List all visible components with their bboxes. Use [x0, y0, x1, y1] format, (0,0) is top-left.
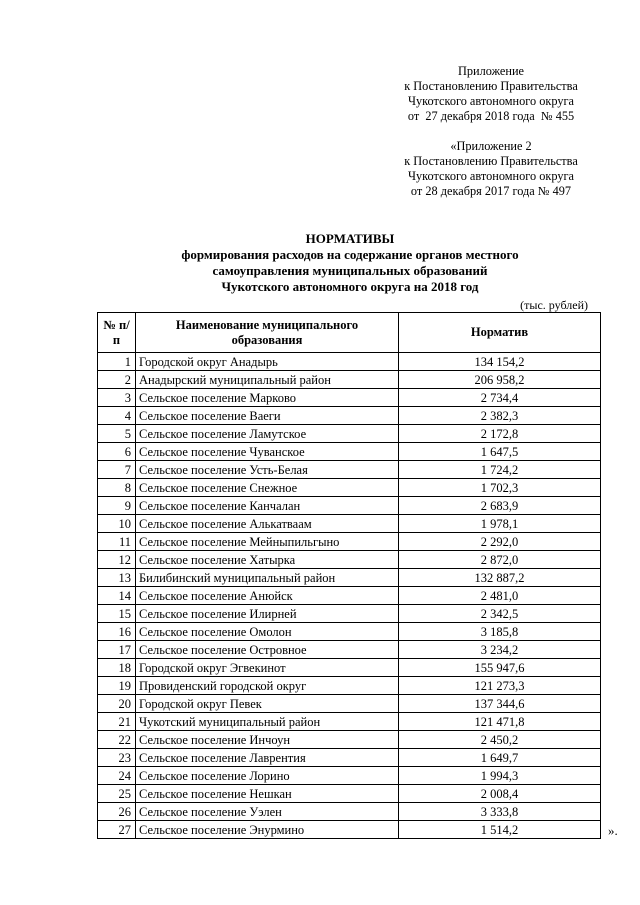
row-number: 27 — [98, 821, 136, 839]
row-name: Сельское поселение Энурмино — [136, 821, 399, 839]
row-value: 132 887,2 — [399, 569, 601, 587]
table-row — [98, 443, 601, 461]
table-row — [98, 623, 601, 641]
row-number: 13 — [98, 569, 136, 587]
row-number: 6 — [98, 443, 136, 461]
row-number: 22 — [98, 731, 136, 749]
table-row — [98, 587, 601, 605]
table-row — [98, 677, 601, 695]
header-line: «Приложение 2 — [450, 139, 532, 153]
row-number: 5 — [98, 425, 136, 443]
row-number: 8 — [98, 479, 136, 497]
row-number: 12 — [98, 551, 136, 569]
appendix2-header — [378, 139, 604, 199]
row-name: Сельское поселение Ваеги — [136, 407, 399, 425]
table-row — [98, 821, 601, 839]
title-line: самоуправления муниципальных образований — [212, 263, 488, 278]
table-row — [98, 371, 601, 389]
row-number: 21 — [98, 713, 136, 731]
row-value: 2 872,0 — [399, 551, 601, 569]
row-value: 206 958,2 — [399, 371, 601, 389]
table-row — [98, 461, 601, 479]
row-number: 26 — [98, 803, 136, 821]
table-row — [98, 569, 601, 587]
row-number: 7 — [98, 461, 136, 479]
row-name: Городской округ Эгвекинот — [136, 659, 399, 677]
row-name: Сельское поселение Уэлен — [136, 803, 399, 821]
table-row — [98, 425, 601, 443]
row-number: 3 — [98, 389, 136, 407]
table-row — [98, 353, 601, 371]
row-value: 137 344,6 — [399, 695, 601, 713]
table-row — [98, 749, 601, 767]
row-name: Сельское поселение Анюйск — [136, 587, 399, 605]
row-name: Сельское поселение Омолон — [136, 623, 399, 641]
row-value: 3 333,8 — [399, 803, 601, 821]
title-line: Чукотского автономного округа на 2018 год — [221, 279, 479, 294]
row-name: Сельское поселение Усть-Белая — [136, 461, 399, 479]
table-row — [98, 713, 601, 731]
row-value: 1 702,3 — [399, 479, 601, 497]
row-number: 25 — [98, 785, 136, 803]
header-line: к Постановлению Правительства — [404, 79, 578, 93]
table-row — [98, 389, 601, 407]
column-header-name: Наименование муниципального образования — [136, 313, 399, 353]
row-number: 20 — [98, 695, 136, 713]
row-name: Сельское поселение Илирней — [136, 605, 399, 623]
row-value: 2 450,2 — [399, 731, 601, 749]
row-number: 18 — [98, 659, 136, 677]
table-row — [98, 785, 601, 803]
row-name: Билибинский муниципальный район — [136, 569, 399, 587]
row-name: Сельское поселение Алькатваам — [136, 515, 399, 533]
row-value: 2 683,9 — [399, 497, 601, 515]
row-name: Чукотский муниципальный район — [136, 713, 399, 731]
closing-quote-mark: ». — [608, 823, 618, 838]
row-name: Сельское поселение Хатырка — [136, 551, 399, 569]
table-row — [98, 407, 601, 425]
title-line: формирования расходов на содержание органов местного — [181, 247, 519, 262]
row-number: 15 — [98, 605, 136, 623]
row-number: 9 — [98, 497, 136, 515]
row-number: 11 — [98, 533, 136, 551]
row-value: 2 008,4 — [399, 785, 601, 803]
row-name: Сельское поселение Островное — [136, 641, 399, 659]
row-name: Сельское поселение Чуванское — [136, 443, 399, 461]
row-name: Сельское поселение Нешкан — [136, 785, 399, 803]
row-value: 2 172,8 — [399, 425, 601, 443]
table-row — [98, 533, 601, 551]
normatives-table — [97, 312, 601, 839]
row-value: 1 994,3 — [399, 767, 601, 785]
row-number: 2 — [98, 371, 136, 389]
header-line: Чукотского автономного округа — [408, 169, 574, 183]
row-name: Провиденский городской округ — [136, 677, 399, 695]
header-line: к Постановлению Правительства — [404, 154, 578, 168]
row-number: 23 — [98, 749, 136, 767]
row-value: 121 471,8 — [399, 713, 601, 731]
row-value: 2 481,0 — [399, 587, 601, 605]
row-value: 134 154,2 — [399, 353, 601, 371]
table-row — [98, 695, 601, 713]
row-number: 16 — [98, 623, 136, 641]
row-number: 1 — [98, 353, 136, 371]
table-row — [98, 515, 601, 533]
row-name: Анадырский муниципальный район — [136, 371, 399, 389]
table-row — [98, 479, 601, 497]
row-value: 1 978,1 — [399, 515, 601, 533]
table-row — [98, 767, 601, 785]
header-line: Чукотского автономного округа — [408, 94, 574, 108]
row-value: 2 292,0 — [399, 533, 601, 551]
row-number: 14 — [98, 587, 136, 605]
row-value: 1 724,2 — [399, 461, 601, 479]
row-value: 2 734,4 — [399, 389, 601, 407]
row-name: Сельское поселение Мейныпильгыно — [136, 533, 399, 551]
column-header-num: № п/п — [98, 313, 136, 353]
row-value: 3 185,8 — [399, 623, 601, 641]
row-value: 1 647,5 — [399, 443, 601, 461]
row-name: Городской округ Анадырь — [136, 353, 399, 371]
header-line: от 27 декабря 2018 года № 455 — [407, 109, 575, 123]
row-value: 155 947,6 — [399, 659, 601, 677]
row-value: 121 273,3 — [399, 677, 601, 695]
row-value: 3 234,2 — [399, 641, 601, 659]
row-number: 17 — [98, 641, 136, 659]
row-name: Сельское поселение Марково — [136, 389, 399, 407]
document-title — [100, 231, 600, 295]
table-body — [98, 353, 601, 839]
table-row — [98, 605, 601, 623]
row-value: 2 342,5 — [399, 605, 601, 623]
table-row — [98, 551, 601, 569]
table-row — [98, 803, 601, 821]
row-value: 2 382,3 — [399, 407, 601, 425]
header-line: Приложение — [458, 64, 524, 78]
table-row — [98, 659, 601, 677]
table-row — [98, 731, 601, 749]
row-value: 1 514,2 — [399, 821, 601, 839]
column-header-value: Норматив — [399, 313, 601, 353]
row-number: 24 — [98, 767, 136, 785]
row-name: Сельское поселение Канчалан — [136, 497, 399, 515]
table-row — [98, 497, 601, 515]
row-name: Городской округ Певек — [136, 695, 399, 713]
units-label: (тыс. рублей) — [520, 298, 588, 312]
row-name: Сельское поселение Лорино — [136, 767, 399, 785]
appendix-header — [378, 64, 604, 124]
row-name: Сельское поселение Снежное — [136, 479, 399, 497]
row-number: 19 — [98, 677, 136, 695]
table-row — [98, 641, 601, 659]
row-value: 1 649,7 — [399, 749, 601, 767]
row-name: Сельское поселение Инчоун — [136, 731, 399, 749]
row-name: Сельское поселение Лаврентия — [136, 749, 399, 767]
header-line: от 28 декабря 2017 года № 497 — [410, 184, 572, 198]
row-number: 4 — [98, 407, 136, 425]
table-header-row — [98, 313, 601, 353]
title-line: НОРМАТИВЫ — [305, 231, 395, 246]
row-number: 10 — [98, 515, 136, 533]
row-name: Сельское поселение Ламутское — [136, 425, 399, 443]
